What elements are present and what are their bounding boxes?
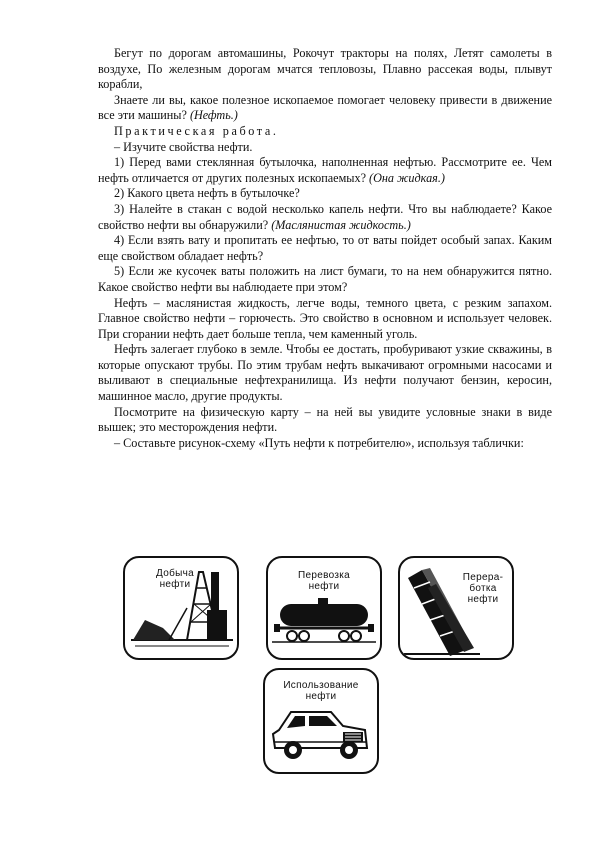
answer-1: (Она жидкая.) [369, 170, 445, 185]
card-oil-usage [263, 668, 379, 774]
card-oil-extraction [123, 556, 239, 660]
card-oil-transport [266, 556, 382, 660]
card-extraction-line1: Добыча [156, 568, 194, 579]
practical-title: Практическая работа. [114, 123, 279, 138]
card-processing-line3: нефти [467, 594, 499, 605]
paragraph-extraction: Нефть залегает глубоко в земле. Чтобы ее достать, пробуривают узкие скважины, в которые опускают трубы. По этим трубам нефть выкачивают огромными насосами и выливают в специальные нефтехранилища. Из нефти получают бензин, керосин, машинное масло, другие продукты. [98, 342, 552, 404]
card-usage-line2: нефти [305, 691, 337, 702]
card-transport-line1: Перевозка [298, 570, 350, 581]
paragraph-oil-properties: Нефть – маслянистая жидкость, легче воды, темного цвета, с резким запахом. Главное свойство нефти – горючесть. Это свойство в основном и использует человек. При сгорании нефть дает больше тепла, чем каменный уголь. [98, 295, 552, 341]
question-5: 5) Если же кусочек ваты положить на лист бумаги, то на нем обнаружится пятно. Какое свойство нефти вы наблюдаете при этом? [98, 264, 552, 294]
task-intro: – Изучите свойства нефти. [114, 139, 253, 154]
question-4: 4) Если взять вату и пропитать ее нефтью, то от ваты пойдет особый запах. Каким еще свойством обладает нефть? [98, 233, 552, 263]
card-usage-line1: Использование [283, 680, 359, 691]
question-1: 1) Перед вами стеклянная бутылочка, наполненная нефтью. Рассмотрите ее. Чем нефть отличается от других полезных ископаемых? (Она жидкая.) [98, 155, 552, 185]
paragraph-question: Знаете ли вы, какое полезное ископаемое помогает человеку привести в движение все эти машины? (Нефть.) [98, 92, 552, 123]
answer-oil: (Нефть.) [189, 108, 238, 123]
question-2: 2) Какого цвета нефть в бутылочке? [114, 186, 300, 201]
card-transport-line2: нефти [308, 581, 340, 592]
answer-3: (Маслянистая жидкость.) [271, 217, 411, 232]
question-3: 3) Налейте в стакан с водой несколько капель нефти. Что вы наблюдаете? Какое свойство нефти вы обнаружили? (Маслянистая жидкость.) [98, 201, 552, 232]
paragraph-intro: Бегут по дорогам автомашины, Рокочут тракторы на полях, Летят самолеты в воздухе, По железным дорогам мчатся тепловозы, Плавно рассекая воды, плывут корабли, [98, 46, 552, 92]
paragraph-map: Посмотрите на физическую карту – на ней вы увидите условные знаки в виде вышек; это месторождения нефти. [98, 404, 552, 435]
card-oil-processing [398, 556, 514, 660]
card-extraction-line2: нефти [159, 579, 191, 590]
card-processing-line2: ботка [469, 583, 497, 594]
body-text [98, 46, 552, 451]
card-processing-line1: Перера- [462, 572, 504, 583]
paragraph-task: – Составьте рисунок-схему «Путь нефти к потребителю», используя таблички: [114, 435, 524, 450]
